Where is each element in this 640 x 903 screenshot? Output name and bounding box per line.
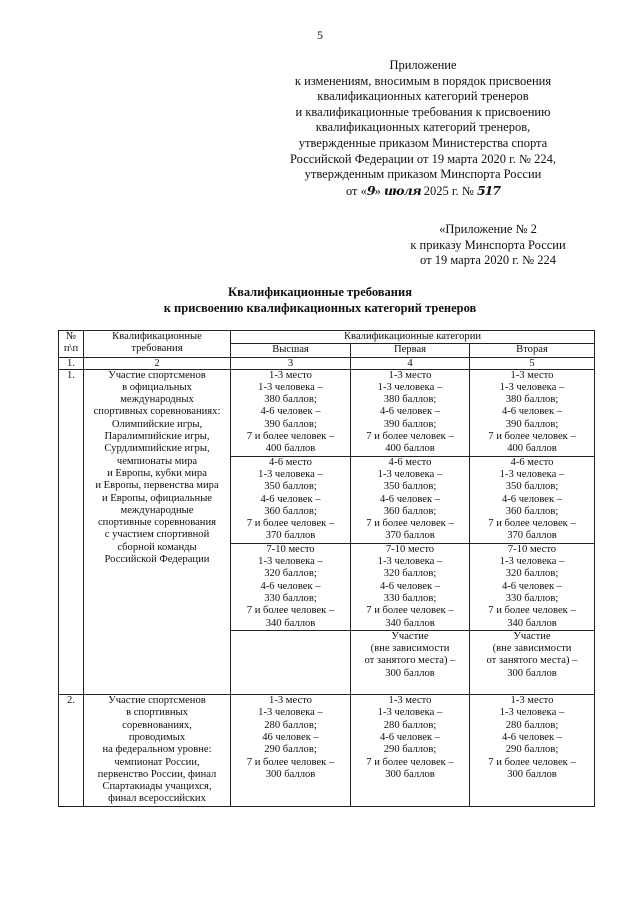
cell-line: 340 баллов [385, 617, 435, 629]
cell-line: 320 баллов; [505, 568, 559, 580]
category-first-cell [351, 543, 470, 630]
cell-line: Участие спортсменов [108, 695, 206, 707]
cell-line: проводимых [128, 731, 186, 743]
category-second-cell [470, 630, 595, 694]
cell-line: 370 баллов [507, 530, 557, 542]
cell-line: 7 и более человек – [246, 605, 335, 617]
cell-line: 4-6 место [510, 456, 554, 468]
cell-line: 4-6 человек – [260, 580, 321, 592]
cell-line: 1-3 человека – [258, 707, 323, 719]
cell-line: чемпионат России, [114, 756, 200, 768]
cell-line: финал всероссийских [108, 793, 206, 805]
cell-line: 380 баллов; [505, 394, 559, 406]
cell-line: 1-3 место [388, 369, 432, 381]
cell-line: 300 баллов [507, 667, 557, 679]
cell-line: 7-10 место [385, 543, 435, 555]
cell-line: 360 баллов; [264, 505, 317, 517]
cell-line: 1-3 человека – [499, 381, 565, 393]
requirement-cell [84, 695, 231, 807]
cell-line: 370 баллов [265, 530, 316, 542]
cell-line: 7 и более человек – [488, 431, 576, 443]
cell-line: 1-3 место [269, 695, 312, 707]
cell-line: 7 и более человек – [246, 431, 335, 443]
cell-line: 7 и более человек – [366, 431, 454, 443]
cell-line: международные [120, 504, 194, 516]
cell-line: 1-3 человека – [377, 707, 443, 719]
cell-line: 340 баллов [507, 617, 557, 629]
col-number: 5 [470, 357, 595, 369]
cell-line: 4-6 место [269, 456, 312, 468]
cell-line: соревнованиях, [122, 719, 192, 731]
cell-line: 330 баллов; [383, 592, 437, 604]
category-first-cell [351, 630, 470, 694]
cell-line: 1-3 человека – [499, 468, 565, 480]
cell-line: 7 и более человек – [488, 518, 576, 530]
cell-line: 1-3 человека – [258, 468, 323, 480]
cell-line: 350 баллов; [505, 481, 559, 493]
table-header-row [59, 331, 595, 344]
date-month-handwritten: июля [383, 182, 421, 198]
cell-line: и Европы, официальные [101, 492, 213, 504]
cell-line: Участие [391, 630, 429, 642]
annex-line: утвержденным приказом Минспорта России [304, 167, 542, 182]
title-line: Квалификационные требования [228, 285, 412, 299]
date-day-handwritten: 9 [366, 182, 375, 198]
cell-line: 350 баллов; [264, 481, 317, 493]
header-text: требования [131, 343, 183, 355]
cell-line: 370 баллов [385, 530, 435, 542]
col-number: 3 [231, 357, 351, 369]
cell-line: 360 баллов; [383, 505, 437, 517]
annex-line: к изменениям, вносимым в порядок присвоения [294, 73, 552, 88]
cell-line: 390 баллов; [505, 418, 559, 430]
annex-line: квалификационных категорий тренеров [317, 89, 529, 104]
cell-line: 7 и более человек – [366, 518, 454, 530]
cell-line: 4-6 человек – [379, 731, 441, 743]
annex2-line: «Приложение № 2 [439, 222, 537, 236]
col-number: 2 [84, 357, 231, 369]
date-mid: » [374, 183, 384, 198]
cell-line: 300 баллов [265, 768, 316, 780]
category-highest-cell [231, 543, 351, 630]
cell-line: от занятого места) – [486, 655, 578, 667]
cell-line: 360 баллов; [505, 505, 559, 517]
annex-line: и квалификационные требования к присвоению [295, 104, 551, 119]
cell-line: 380 баллов; [383, 394, 437, 406]
cell-line: от занятого места) – [364, 655, 456, 667]
cell-line: 290 баллов; [383, 744, 437, 756]
cell-line: 400 баллов [265, 443, 316, 455]
cell-line: 4-6 человек – [260, 493, 321, 505]
cell-line: 280 баллов; [383, 719, 437, 731]
cell-line: 1-3 человека – [258, 381, 323, 393]
table-row [59, 695, 595, 807]
cell-line: 290 баллов; [505, 744, 559, 756]
annex2-line: к приказу Минспорта России [410, 237, 566, 252]
table-row [59, 369, 595, 456]
header-first: Первая [351, 344, 470, 357]
cell-line: 1-3 место [269, 369, 312, 381]
category-first-cell [351, 456, 470, 543]
cell-line: международных [120, 394, 194, 406]
cell-line: 4-6 место [388, 456, 432, 468]
cell-line: 7-10 место [266, 543, 315, 555]
cell-line: чемпионаты мира [116, 455, 198, 467]
category-highest-cell [231, 369, 351, 456]
requirement-cell [84, 369, 231, 694]
cell-line: спортивные соревнования [97, 517, 216, 529]
cell-line: 320 баллов; [383, 568, 437, 580]
category-highest-cell [231, 695, 351, 807]
annex-line: утвержденные приказом Министерства спорта [298, 135, 548, 150]
cell-line: спортивных соревнованиях: [93, 406, 221, 418]
header-text: Квалификационные [112, 331, 202, 342]
cell-line: Олимпийские игры, [111, 418, 203, 430]
category-first-cell [351, 695, 470, 807]
cell-line: 1-3 место [510, 695, 554, 707]
col-number: 4 [351, 357, 470, 369]
annex-line: Российской Федерации от 19 марта 2020 г. № 224, [290, 151, 556, 166]
row-number: 1. [59, 369, 84, 694]
cell-line: 1-3 человека – [499, 556, 565, 568]
document-title [0, 285, 640, 316]
date-prefix: от « [345, 183, 367, 198]
cell-line: 46 человек – [262, 731, 319, 743]
cell-line: 7 и более человек – [488, 605, 576, 617]
cell-line: 350 баллов; [383, 481, 437, 493]
cell-line: 4-6 человек – [501, 580, 563, 592]
page-number: 5 [317, 28, 323, 42]
cell-line: 300 баллов [385, 667, 435, 679]
cell-line: 380 баллов; [264, 394, 317, 406]
cell-line: Спартакиады учащихся, [102, 781, 212, 793]
title-line: к присвоению квалификационных категорий тренеров [163, 300, 477, 315]
cell-line: с участием спортивной [104, 529, 210, 541]
category-first-cell [351, 369, 470, 456]
cell-line: Российской Федерации [104, 554, 210, 566]
cell-line: 300 баллов [507, 768, 557, 780]
cell-line: Участие [513, 630, 551, 642]
cell-line: 7 и более человек – [246, 756, 335, 768]
cell-line: 1-3 человека – [377, 556, 443, 568]
cell-line: 400 баллов [507, 443, 557, 455]
cell-line: 1-3 место [510, 369, 554, 381]
category-highest-cell [231, 456, 351, 543]
cell-line: 4-6 человек – [379, 406, 441, 418]
col-number: 1. [59, 357, 84, 369]
header-categories: Квалификационные категории [231, 331, 595, 344]
cell-line: на федеральном уровне: [102, 744, 212, 756]
category-second-cell [470, 543, 595, 630]
cell-line: 390 баллов; [383, 418, 437, 430]
cell-line: 280 баллов; [505, 719, 559, 731]
cell-line: 320 баллов; [264, 568, 317, 580]
cell-line: 7 и более человек – [366, 605, 454, 617]
cell-line: 280 баллов; [264, 719, 317, 731]
cell-line: 4-6 человек – [260, 406, 321, 418]
cell-line: 1-3 человека – [377, 381, 443, 393]
cell-line: 340 баллов [265, 617, 316, 629]
cell-line: 1-3 человека – [377, 468, 443, 480]
cell-line: 300 баллов [385, 768, 435, 780]
annex-line: Приложение [389, 58, 457, 72]
annex2-line: от 19 марта 2020 г. № 224 [420, 253, 556, 268]
cell-line: 4-6 человек – [501, 493, 563, 505]
cell-line: Паралимпийские игры, [104, 431, 210, 443]
annex-line: квалификационных категорий тренеров, [315, 120, 531, 135]
cell-line: 7-10 место [507, 543, 557, 555]
cell-line: 7 и более человек – [366, 756, 454, 768]
cell-line: сборной команды [117, 541, 197, 553]
cell-line: 1-3 человека – [499, 707, 565, 719]
header-requirements [84, 331, 231, 358]
row-number: 2. [59, 695, 84, 807]
cell-line: в спортивных [126, 707, 188, 719]
annex2-header [388, 222, 588, 269]
cell-line: 1-3 человека – [258, 556, 323, 568]
cell-line: Участие спортсменов [108, 369, 206, 381]
cell-line: 4-6 человек – [379, 493, 441, 505]
category-second-cell [470, 369, 595, 456]
header-second: Вторая [470, 344, 595, 357]
cell-line: первенство России, финал [97, 768, 217, 780]
cell-line: 400 баллов [385, 443, 435, 455]
annex-header [258, 58, 588, 199]
cell-line: 7 и более человек – [488, 756, 576, 768]
cell-line: и Европы, первенства мира [95, 480, 219, 492]
cell-line: в официальных [122, 381, 192, 393]
column-number-row [59, 357, 595, 369]
category-second-cell [470, 695, 595, 807]
cell-line: 7 и более человек – [246, 518, 335, 530]
header-text: п\п [63, 343, 79, 355]
header-num [59, 331, 84, 358]
order-number-handwritten: 517 [476, 182, 501, 198]
order-date-line [258, 183, 588, 200]
cell-line: 4-6 человек – [501, 406, 563, 418]
requirements-table [58, 330, 595, 807]
category-second-cell [470, 456, 595, 543]
cell-line: и Европы, кубки мира [107, 467, 207, 479]
header-text: № [65, 331, 77, 342]
cell-line: 390 баллов; [264, 418, 317, 430]
cell-line: 4-6 человек – [501, 731, 563, 743]
date-year: 2025 г. № [420, 183, 477, 198]
cell-line: (вне зависимости [492, 643, 572, 655]
cell-line: 290 баллов; [264, 744, 317, 756]
cell-line: 330 баллов; [264, 592, 317, 604]
cell-line: 4-6 человек – [379, 580, 441, 592]
header-highest: Высшая [231, 344, 351, 357]
cell-line: 330 баллов; [505, 592, 559, 604]
cell-line: (вне зависимости [370, 643, 450, 655]
cell-line: Сурдлимпийские игры, [104, 443, 210, 455]
cell-line: 1-3 место [388, 695, 432, 707]
category-highest-cell [231, 630, 351, 694]
